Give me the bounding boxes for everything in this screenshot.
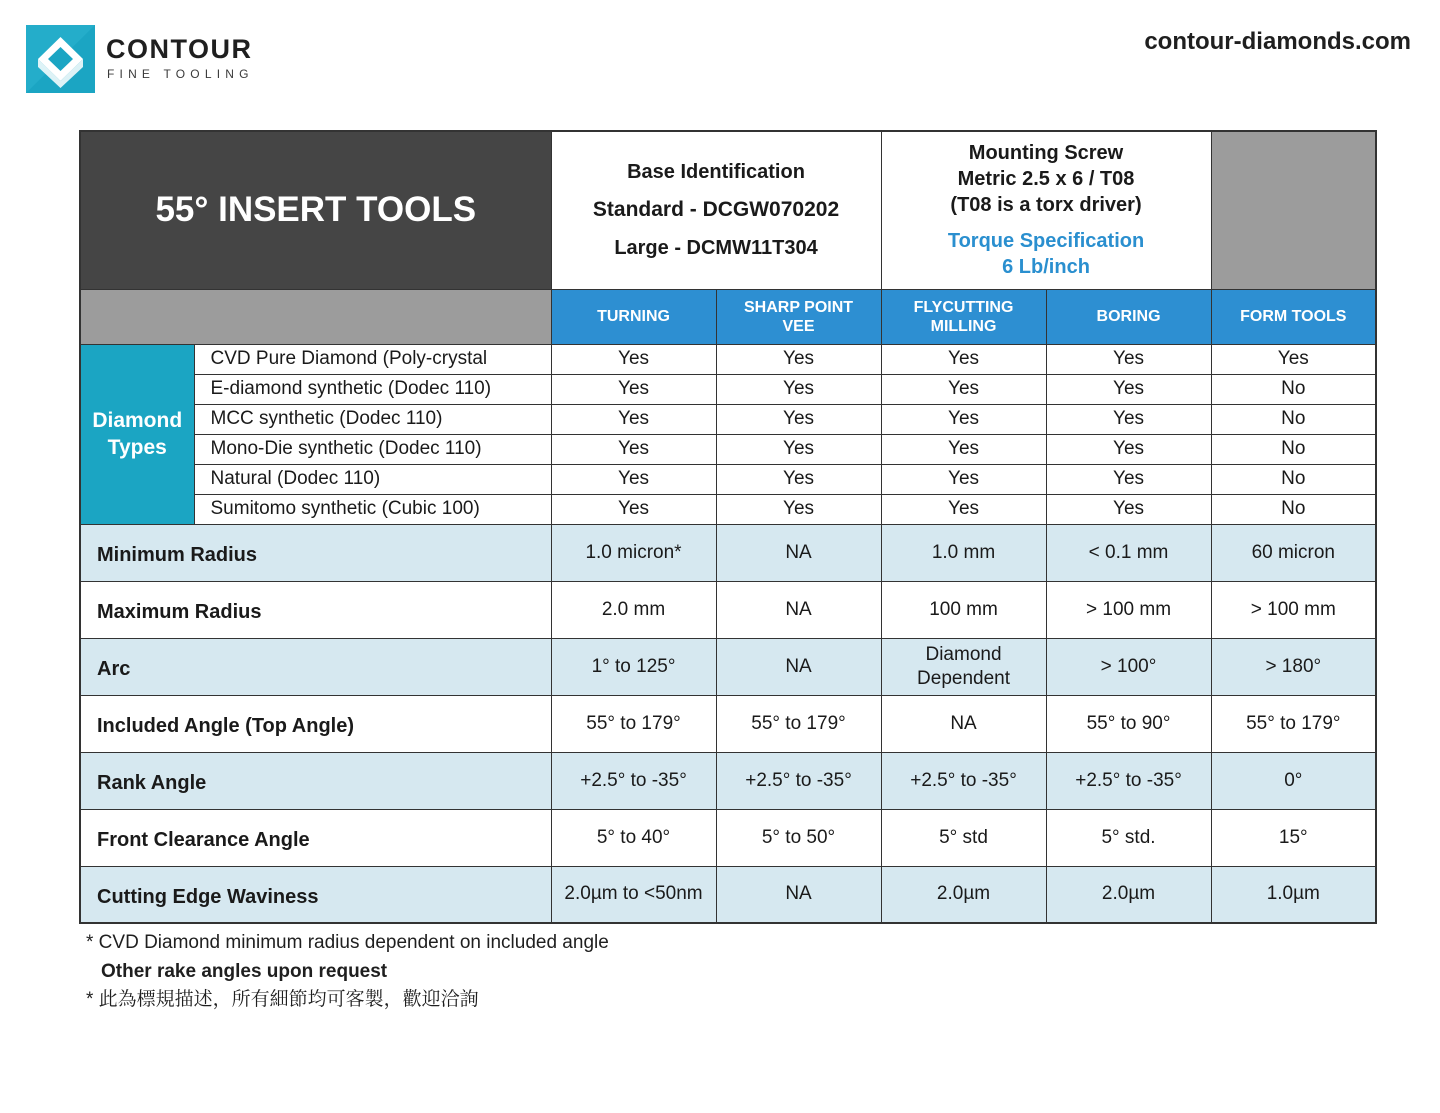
table-cell: No	[1211, 464, 1376, 494]
table-title: 55° INSERT TOOLS	[80, 131, 551, 289]
diamond-name: MCC synthetic (Dodec 110)	[194, 404, 551, 434]
table-cell: > 100 mm	[1211, 581, 1376, 638]
base-id-standard: Standard - DCGW070202	[592, 198, 840, 222]
site-url[interactable]: contour-diamonds.com	[1144, 28, 1411, 55]
table-cell: 5° to 50°	[716, 809, 881, 866]
table-cell: 2.0µm to <50nm	[551, 866, 716, 923]
table-cell: 55° to 90°	[1046, 695, 1211, 752]
table-cell: +2.5° to -35°	[1046, 752, 1211, 809]
table-cell: NA	[881, 695, 1046, 752]
table-cell: 5° std.	[1046, 809, 1211, 866]
table-row	[80, 344, 1376, 374]
table-cell: Yes	[716, 434, 881, 464]
mounting-screw	[881, 131, 1211, 289]
table-cell: Yes	[716, 404, 881, 434]
table-cell: Yes	[716, 374, 881, 404]
col-sharp-point-vee: SHARP POINT VEE	[716, 289, 881, 344]
base-id-heading: Base Identification	[627, 161, 805, 184]
table-cell: Yes	[551, 434, 716, 464]
base-identification	[551, 131, 881, 289]
property-name: Maximum Radius	[80, 581, 551, 638]
table-cell: Yes	[881, 344, 1046, 374]
header-blank-cell	[1211, 131, 1376, 289]
table-cell: Yes	[551, 494, 716, 524]
table-cell: 100 mm	[881, 581, 1046, 638]
footnote-cvd: * CVD Diamond minimum radius dependent on included angle	[86, 932, 609, 953]
table-cell: Yes	[551, 404, 716, 434]
table-cell: NA	[716, 638, 881, 695]
table-row	[80, 581, 1376, 638]
property-name: Minimum Radius	[80, 524, 551, 581]
table-row	[80, 464, 1376, 494]
table-cell: Yes	[1046, 344, 1211, 374]
base-id-large: Large - DCMW11T304	[614, 237, 818, 260]
column-header-blank	[80, 289, 551, 344]
table-cell: < 0.1 mm	[1046, 524, 1211, 581]
diamond-name: E-diamond synthetic (Dodec 110)	[194, 374, 551, 404]
table-cell: 0°	[1211, 752, 1376, 809]
table-cell: +2.5° to -35°	[881, 752, 1046, 809]
table-cell: Yes	[551, 374, 716, 404]
col-boring: BORING	[1046, 289, 1211, 344]
table-cell: Yes	[551, 464, 716, 494]
table-cell: Yes	[1046, 374, 1211, 404]
table-cell: Yes	[1046, 404, 1211, 434]
table-row	[80, 638, 1376, 695]
table-cell: Yes	[716, 494, 881, 524]
table-cell: 1.0µm	[1211, 866, 1376, 923]
table-row	[80, 404, 1376, 434]
table-cell: 1.0 mm	[881, 524, 1046, 581]
table-row	[80, 494, 1376, 524]
col-flycutting-milling: FLYCUTTING MILLING	[881, 289, 1046, 344]
screw-line-3: (T08 is a torx driver)	[950, 194, 1142, 217]
property-name: Cutting Edge Waviness	[80, 866, 551, 923]
table-cell: > 100 mm	[1046, 581, 1211, 638]
col-turning: TURNING	[551, 289, 716, 344]
table-cell: No	[1211, 404, 1376, 434]
table-cell: Yes	[881, 434, 1046, 464]
table-cell: Yes	[881, 374, 1046, 404]
table-cell: Yes	[1046, 434, 1211, 464]
screw-line-2: Metric 2.5 x 6 / T08	[957, 168, 1135, 191]
spec-table	[79, 130, 1377, 924]
torque-line-2: 6 Lb/inch	[1002, 256, 1090, 279]
table-row	[80, 752, 1376, 809]
table-cell: +2.5° to -35°	[551, 752, 716, 809]
table-row	[80, 866, 1376, 923]
diamond-name: Sumitomo synthetic (Cubic 100)	[194, 494, 551, 524]
table-cell: No	[1211, 374, 1376, 404]
table-cell: 55° to 179°	[1211, 695, 1376, 752]
table-row	[80, 374, 1376, 404]
table-cell: Yes	[1046, 464, 1211, 494]
table-cell: 1° to 125°	[551, 638, 716, 695]
table-cell: +2.5° to -35°	[716, 752, 881, 809]
footnote-chinese: * 此為標規描述，所有細節均可客製，歡迎洽詢	[86, 989, 479, 1010]
table-cell: Yes	[881, 404, 1046, 434]
property-name: Included Angle (Top Angle)	[80, 695, 551, 752]
table-cell: > 100°	[1046, 638, 1211, 695]
table-cell: Yes	[881, 464, 1046, 494]
torque-line-1: Torque Specification	[947, 230, 1145, 253]
table-row	[80, 524, 1376, 581]
table-cell: 5° to 40°	[551, 809, 716, 866]
diamond-types-label: Diamond Types	[80, 344, 194, 524]
table-cell: 55° to 179°	[716, 695, 881, 752]
table-cell: 2.0µm	[1046, 866, 1211, 923]
table-cell: 1.0 micron*	[551, 524, 716, 581]
diamond-name: CVD Pure Diamond (Poly-crystal	[194, 344, 551, 374]
table-cell: Yes	[716, 344, 881, 374]
table-row	[80, 434, 1376, 464]
table-cell: > 180°	[1211, 638, 1376, 695]
property-name: Rank Angle	[80, 752, 551, 809]
table-cell: 55° to 179°	[551, 695, 716, 752]
table-cell: Yes	[881, 494, 1046, 524]
table-cell: 2.0 mm	[551, 581, 716, 638]
table-cell: NA	[716, 524, 881, 581]
property-name: Arc	[80, 638, 551, 695]
table-row	[80, 809, 1376, 866]
table-cell: 15°	[1211, 809, 1376, 866]
table-cell: Yes	[716, 464, 881, 494]
diamond-name: Mono-Die synthetic (Dodec 110)	[194, 434, 551, 464]
table-cell: Diamond Dependent	[881, 638, 1046, 695]
table-cell: 2.0µm	[881, 866, 1046, 923]
table-row	[80, 695, 1376, 752]
property-name: Front Clearance Angle	[80, 809, 551, 866]
table-cell: No	[1211, 494, 1376, 524]
table-cell: NA	[716, 866, 881, 923]
screw-line-1: Mounting Screw	[968, 142, 1124, 165]
table-cell: No	[1211, 434, 1376, 464]
diamond-logo-icon	[26, 25, 95, 93]
diamond-name: Natural (Dodec 110)	[194, 464, 551, 494]
brand-name: CONTOUR	[106, 34, 253, 64]
table-cell: Yes	[1211, 344, 1376, 374]
table-cell: Yes	[1046, 494, 1211, 524]
brand-tagline: FINE TOOLING	[107, 67, 254, 81]
col-form-tools: FORM TOOLS	[1211, 289, 1376, 344]
table-cell: 5° std	[881, 809, 1046, 866]
table-cell: NA	[716, 581, 881, 638]
table-cell: Yes	[551, 344, 716, 374]
footnote-rake: Other rake angles upon request	[101, 961, 388, 982]
table-cell: 60 micron	[1211, 524, 1376, 581]
